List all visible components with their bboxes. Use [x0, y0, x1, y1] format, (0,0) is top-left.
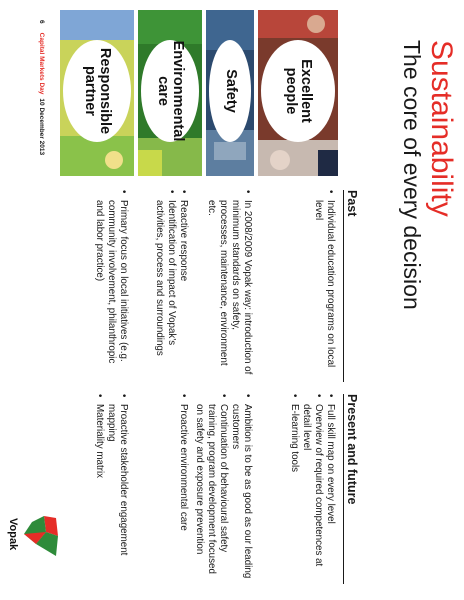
column-header-present-future: Present and future [345, 394, 359, 505]
vopak-logo-wordmark: Vopak [7, 518, 19, 551]
footer-date: 10 December 2013 [38, 98, 45, 156]
list-item: • Reactive response [177, 190, 189, 380]
row-label-oval [261, 40, 335, 142]
responsible-future-list [93, 394, 129, 586]
band-environmental-care [138, 10, 202, 176]
list-item: • Proactive stakeholder engagement mapping [105, 394, 129, 586]
list-item: • Overview of required competences at detail level [300, 394, 324, 586]
row-label-oval [209, 40, 251, 142]
list-item: • Ambition is to be as good as our leading customers [229, 394, 253, 586]
band-safety [206, 10, 254, 176]
list-item: • Full skill map on every level [324, 394, 336, 586]
row-label-oval [63, 40, 131, 142]
excellent-people-future-list [288, 394, 336, 586]
excellent-people-past-list [312, 190, 336, 380]
list-item: • E-learning tools [288, 394, 300, 586]
list-item: • Primary focus on local initiatives (e.g. community involvement, philanthropic and labor practice) [93, 190, 129, 380]
environmental-past-list [153, 190, 189, 380]
slide-subtitle: The core of every decision [399, 40, 425, 310]
slide-title: Sustainability [425, 40, 458, 217]
column-rule-present-future [343, 394, 344, 584]
list-item: • Continuation of behavioural safety training, program development focused on safety and exposure prevention [193, 394, 229, 586]
list-item: • Proactive environmental care [177, 394, 189, 586]
footer [38, 20, 45, 155]
column-rule-past [343, 190, 344, 382]
list-item: • Identification of impact of Vopak's activities, process and surroundings [153, 190, 177, 380]
row-label-oval [141, 40, 199, 142]
row-label: Excellent people [283, 59, 315, 123]
list-item: • Individual education programs on local level [312, 190, 336, 380]
row-label: Responsible partner [82, 47, 114, 135]
safety-future-list [193, 394, 253, 586]
list-item: • Materiality matrix [93, 394, 105, 586]
row-label: Environmental care [155, 40, 187, 142]
column-header-past: Past [345, 190, 359, 217]
environmental-future-list [177, 394, 189, 586]
vopak-logo-mark [14, 514, 60, 558]
band-excellent-people [258, 10, 338, 176]
footer-event: Capital Markets Day [38, 32, 45, 95]
row-label: Safety [222, 69, 239, 113]
list-item: • In 2008/2009 Vopak way: introduction of minimum standards on safety, processes, maintenance, environment etc. [205, 190, 253, 380]
page-number: 6 [38, 20, 45, 24]
responsible-past-list [93, 190, 129, 380]
safety-past-list [205, 190, 253, 380]
band-responsible-partner [60, 10, 134, 176]
